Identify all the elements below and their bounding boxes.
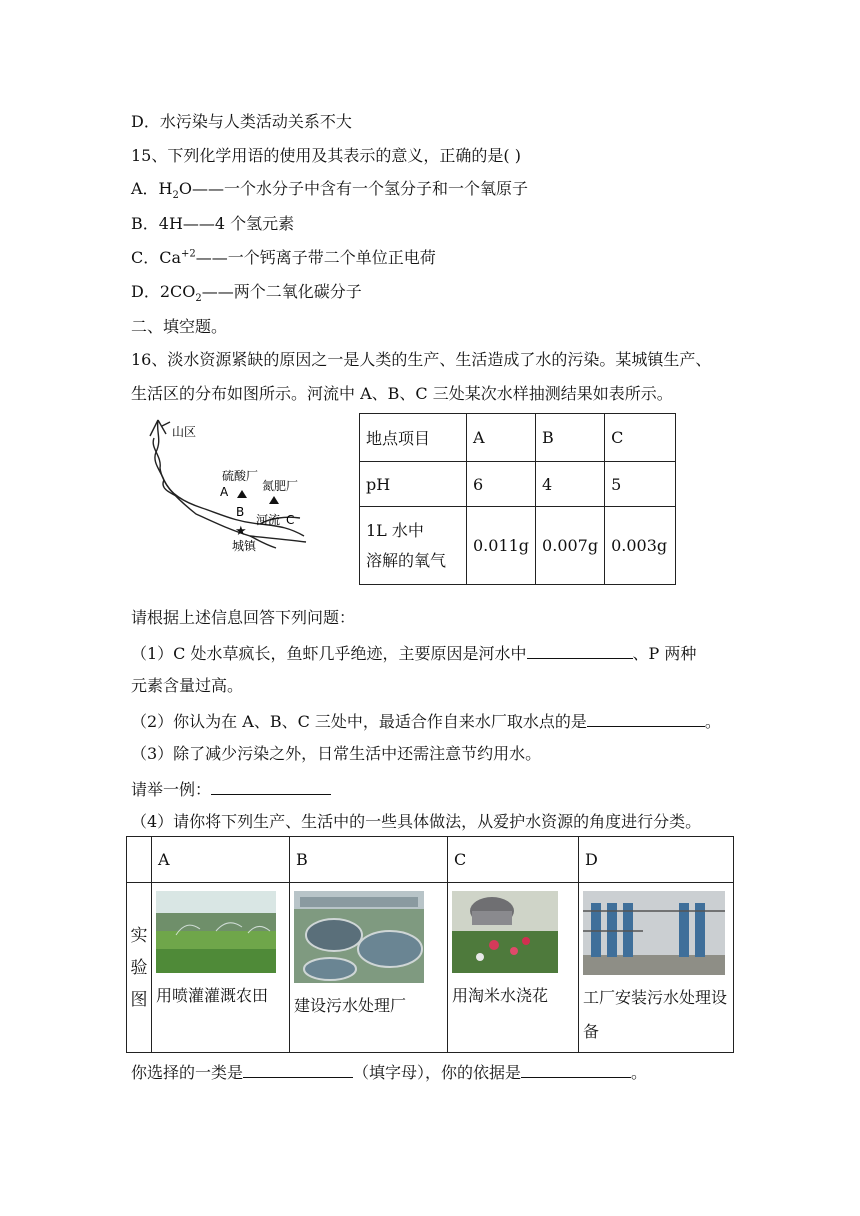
answer-blank-reason[interactable] [521, 1059, 631, 1078]
option-d-q14: D．水污染与人类活动关系不大 [131, 112, 352, 131]
table-header-cell: B [536, 414, 605, 462]
fertilizer-plant-marker [269, 496, 279, 504]
caption-a: 用喷灌灌溉农田 [156, 986, 269, 1005]
map-label-mountain: 山区 [172, 425, 197, 439]
photo-cell-a [152, 883, 290, 1053]
section-heading: 二、填空题。 [131, 317, 228, 336]
table-header-cell: 地点项目 [360, 414, 467, 462]
row-label-experiment-figure: 实 验 图 [127, 883, 152, 1053]
table-cell: 1L 水中 溶解的氧气 [360, 507, 467, 585]
question-part-1: （1）C 处水草疯长，鱼虾几乎绝迹，主要原因是河水中 、P 两种 [131, 640, 696, 666]
answer-blank-2[interactable] [587, 708, 705, 727]
answer-blank-1[interactable] [527, 640, 633, 659]
question-part-4: （4）请你将下列生产、生活中的一些具体做法，从爱护水资源的角度进行分类。 [131, 812, 702, 831]
river-map-diagram [140, 418, 315, 558]
question-16-line1: 16、淡水资源紧缺的原因之一是人类的生产、生活造成了水的污染。某城镇生产、 [131, 350, 712, 369]
water-sample-table [359, 413, 676, 585]
table-cell: pH [360, 462, 467, 507]
map-label-river: 河流 [256, 513, 281, 527]
map-label-fertilizer-plant: 氮肥厂 [262, 479, 299, 493]
sulfuric-plant-marker [237, 490, 247, 498]
table-header-cell: B [290, 837, 448, 883]
town-star-marker: ★ [235, 524, 247, 539]
option-d-q15: D．$2CO_2——$两个二氧化碳分子 [131, 282, 362, 305]
question-part-2: （2）你认为在 A、B、C 三处中，最适合作自来水厂取水点的是 。 [131, 708, 721, 734]
table-header-cell: C [448, 837, 579, 883]
question-15: 15、下列化学用语的使用及其表示的意义，正确的是( ) [131, 146, 521, 165]
table-cell: 0.007g [536, 507, 605, 585]
caption-c: 用淘米水浇花 [452, 986, 549, 1005]
final-question: 你选择的一类是 （填字母），你的依据是 。 [131, 1059, 647, 1085]
option-c-q15: C．$Ca^{+2}——$一个钙离子带二个单位正电荷 [131, 248, 436, 267]
treatment-equipment-photo [583, 891, 725, 975]
question-part-3-example: 请举一例： [131, 776, 331, 802]
question-part-1-cont: 元素含量过高。 [131, 676, 244, 695]
table-cell: 5 [605, 462, 676, 507]
table-header-cell: D [579, 837, 734, 883]
sprinkler-irrigation-photo [156, 891, 276, 973]
answer-blank-choice[interactable] [243, 1059, 353, 1078]
watering-flowers-photo [452, 891, 558, 973]
table-cell: 4 [536, 462, 605, 507]
table-header-cell: C [605, 414, 676, 462]
map-point-b: B [236, 505, 245, 519]
option-b-q15: B．4H——4 个氢元素 [131, 214, 295, 233]
question-16-line2: 生活区的分布如图所示。河流中 A、B、C 三处某次水样抽测结果如表所示。 [131, 384, 673, 403]
photo-cell-b [290, 883, 448, 1053]
map-label-town: 城镇 [232, 539, 257, 553]
option-a-q15: A．$H_2O——$一个水分子中含有一个氢分子和一个氧原子 [131, 179, 529, 202]
table-cell: 6 [467, 462, 536, 507]
answer-prompt: 请根据上述信息回答下列问题： [131, 608, 356, 627]
practice-photo-table [126, 836, 734, 1053]
caption-d: 工厂安装污水处理设备 [583, 988, 728, 1041]
photo-cell-d [579, 883, 734, 1053]
table-header-cell: A [152, 837, 290, 883]
map-point-c: C [286, 513, 295, 527]
sewage-plant-photo [294, 891, 424, 983]
map-label-sulfuric-plant: 硫酸厂 [222, 469, 259, 483]
table-cell: 0.003g [605, 507, 676, 585]
answer-blank-3[interactable] [211, 776, 331, 795]
map-point-a: A [220, 485, 229, 499]
question-part-3: （3）除了减少污染之外，日常生活中还需注意节约用水。 [131, 744, 542, 763]
photo-cell-c [448, 883, 579, 1053]
table-cell: 0.011g [467, 507, 536, 585]
caption-b: 建设污水处理厂 [294, 996, 407, 1015]
table-header-cell: A [467, 414, 536, 462]
